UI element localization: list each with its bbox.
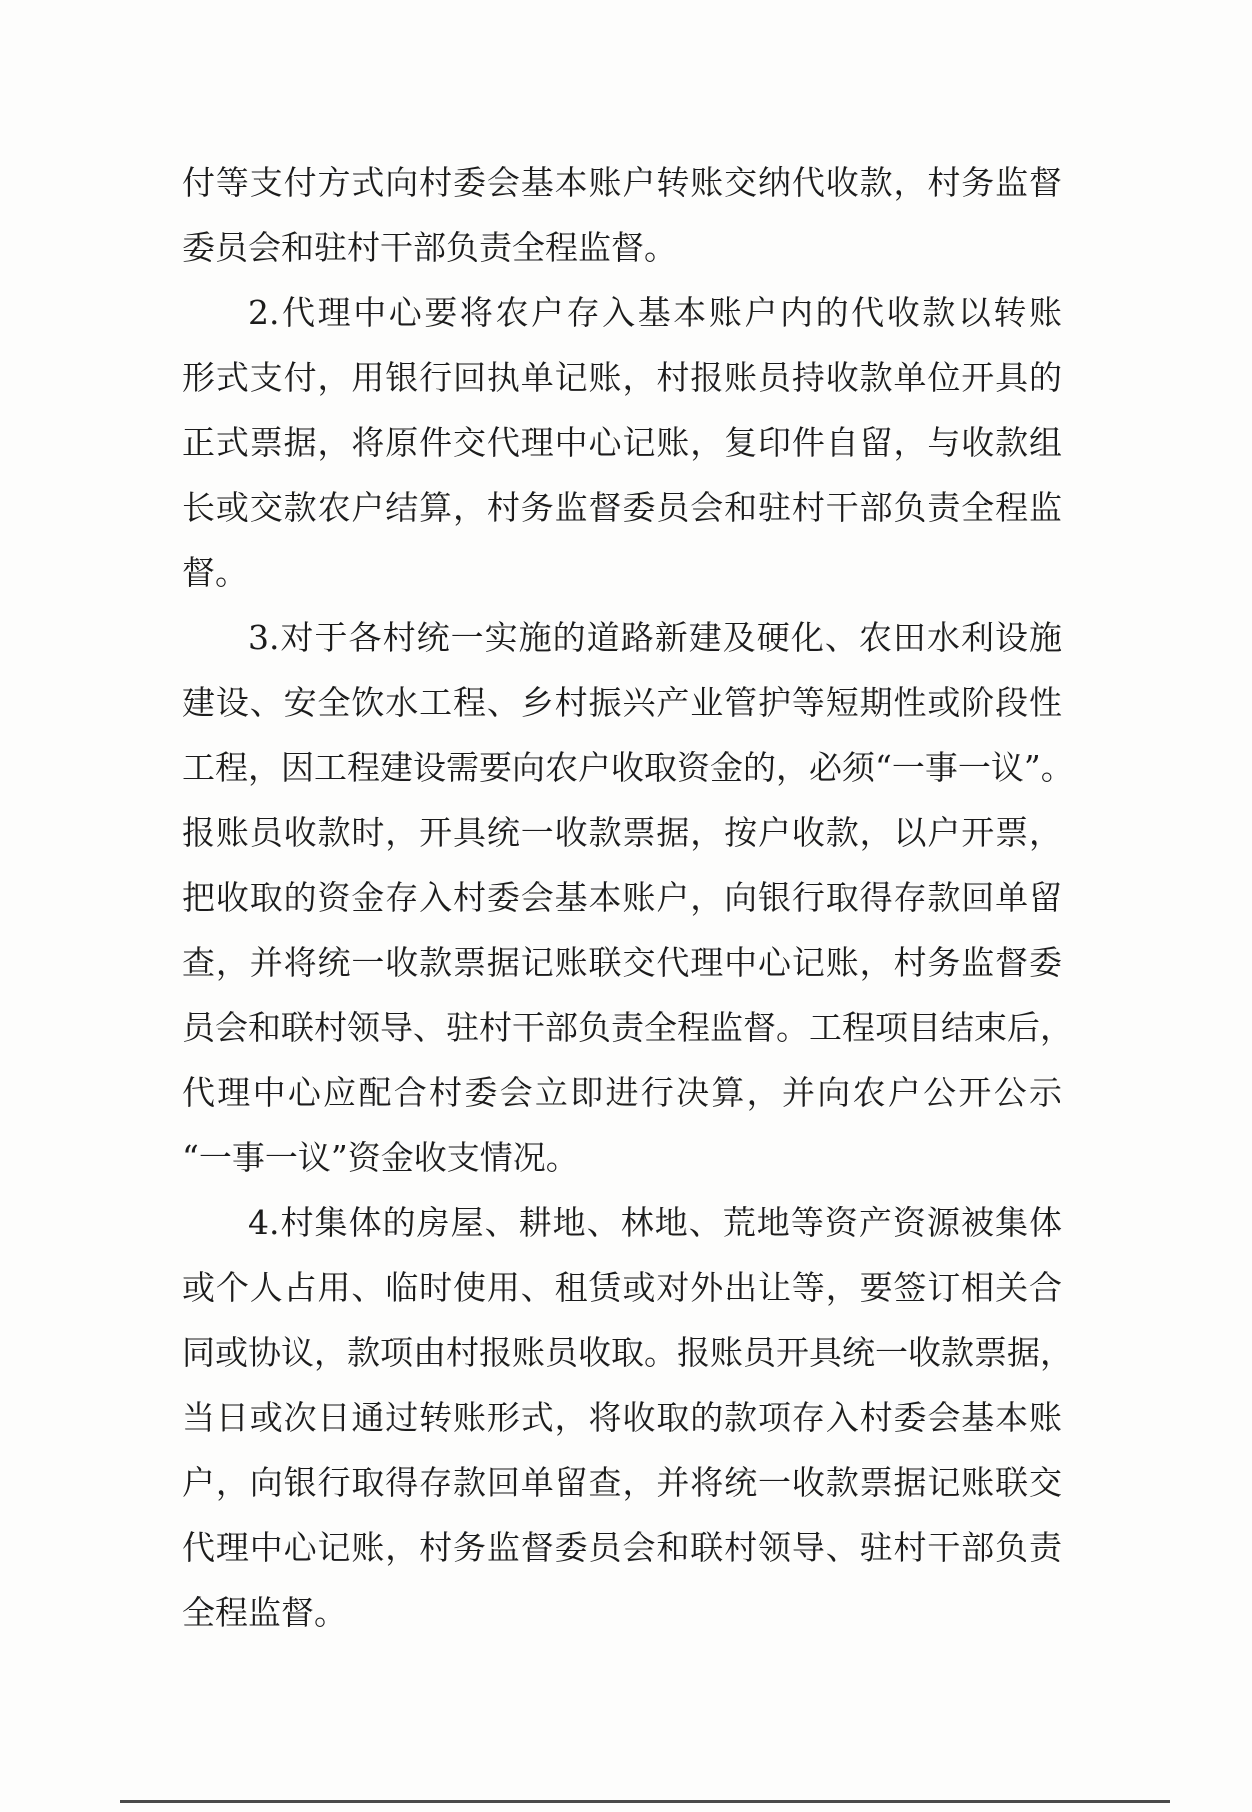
paragraph-2-line-1: 2.代理中心要将农户存入基本账户内的代收款以转账 <box>248 293 1062 332</box>
paragraph-2-line-5: 督。 <box>182 553 248 592</box>
paragraph-1-line-2: 委员会和驻村干部负责全程监督。 <box>182 228 677 267</box>
paragraph-2-line-4: 长或交款农户结算，村务监督委员会和驻村干部负责全程监 <box>182 488 1062 527</box>
paragraph-4-line-2: 或个人占用、临时使用、租赁或对外出让等，要签订相关合 <box>182 1268 1062 1307</box>
paragraph-3-line-7: 员会和联村领导、驻村干部负责全程监督。工程项目结束后， <box>182 1008 1073 1047</box>
paragraph-3-line-4: 报账员收款时，开具统一收款票据，按户收款，以户开票， <box>182 813 1062 852</box>
paragraph-3-line-9: “一事一议”资金收支情况。 <box>182 1138 579 1177</box>
paragraph-4-line-1: 4.村集体的房屋、耕地、林地、荒地等资产资源被集体 <box>248 1203 1062 1242</box>
paragraph-4-line-6: 代理中心记账，村务监督委员会和联村领导、驻村干部负责 <box>182 1528 1062 1567</box>
paragraph-2-line-2: 形式支付，用银行回执单记账，村报账员持收款单位开具的 <box>182 358 1062 397</box>
paragraph-3-line-1: 3.对于各村统一实施的道路新建及硬化、农田水利设施 <box>248 618 1062 657</box>
paragraph-4-line-4: 当日或次日通过转账形式，将收取的款项存入村委会基本账 <box>182 1398 1062 1437</box>
paragraph-3-line-2: 建设、安全饮水工程、乡村振兴产业管护等短期性或阶段性 <box>182 683 1062 722</box>
paragraph-3-line-5: 把收取的资金存入村委会基本账户，向银行取得存款回单留 <box>182 878 1062 917</box>
paragraph-1-line-1: 付等支付方式向村委会基本账户转账交纳代收款，村务监督 <box>182 163 1062 202</box>
paragraph-4-line-3: 同或协议，款项由村报账员收取。报账员开具统一收款票据， <box>182 1333 1073 1372</box>
paragraph-2-line-3: 正式票据，将原件交代理中心记账，复印件自留，与收款组 <box>182 423 1062 462</box>
paragraph-4-line-5: 户，向银行取得存款回单留查，并将统一收款票据记账联交 <box>182 1463 1062 1502</box>
page-bottom-edge <box>120 1800 1170 1803</box>
paragraph-4-line-7: 全程监督。 <box>182 1593 347 1632</box>
paragraph-3-line-3: 工程，因工程建设需要向农户收取资金的，必须“一事一议”。 <box>182 748 1074 787</box>
paragraph-3-line-8: 代理中心应配合村委会立即进行决算，并向农户公开公示 <box>182 1073 1062 1112</box>
paragraph-3-line-6: 查，并将统一收款票据记账联交代理中心记账，村务监督委 <box>182 943 1062 982</box>
document-body <box>182 150 1074 1645</box>
